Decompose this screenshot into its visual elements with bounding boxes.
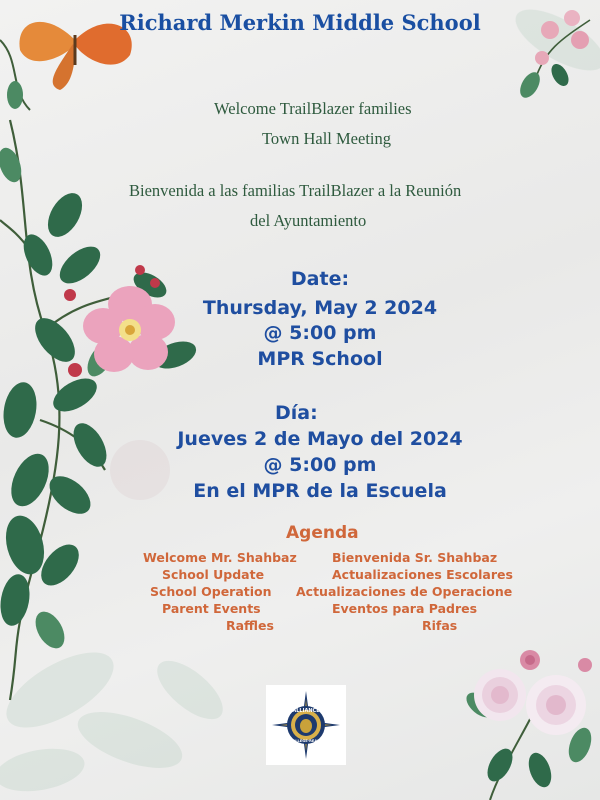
- agenda-item-es: Actualizaciones de Operacione: [296, 584, 513, 599]
- event-es-time: @ 5:00 pm: [263, 454, 377, 476]
- logo-text-top: ALLIANCE: [292, 708, 320, 714]
- event-es-location: En el MPR de la Escuela: [193, 480, 447, 502]
- agenda-title: Agenda: [286, 523, 359, 543]
- event-en-location: MPR School: [257, 348, 383, 370]
- agenda-item-es: Bienvenida Sr. Shahbaz: [332, 550, 498, 565]
- agenda-item-en: School Operation: [150, 584, 272, 599]
- event-en-time: @ 5:00 pm: [263, 322, 377, 344]
- school-name: Richard Merkin Middle School: [119, 10, 481, 35]
- agenda-item-es: Actualizaciones Escolares: [332, 567, 513, 582]
- agenda-item-en: Welcome Mr. Shahbaz: [143, 550, 297, 565]
- event-en-date: Thursday, May 2 2024: [202, 297, 438, 319]
- agenda-item-es: Rifas: [422, 618, 458, 633]
- agenda-item-en: Parent Events: [162, 601, 261, 616]
- event-es-date: Jueves 2 de Mayo del 2024: [177, 428, 463, 450]
- alliance-logo: [266, 685, 346, 765]
- welcome-spanish-line-2: del Ayuntamiento: [250, 211, 367, 230]
- event-en-label: Date:: [290, 268, 350, 290]
- bottom-right-roses: [462, 650, 596, 800]
- agenda-item-es: Eventos para Padres: [332, 601, 478, 616]
- agenda-item-en: Raffles: [226, 618, 274, 633]
- logo-text-bottom: COLLEGE-READY: [289, 739, 323, 743]
- compass-logo-icon: [266, 685, 346, 765]
- event-es-label: Día:: [275, 402, 318, 424]
- welcome-english-line-1: Welcome TrailBlazer families: [214, 99, 412, 118]
- welcome-spanish-line-1: Bienvenida a las familias TrailBlazer a la Reunión: [129, 181, 462, 200]
- welcome-english-line-2: Town Hall Meeting: [262, 129, 391, 148]
- agenda-item-en: School Update: [162, 567, 265, 582]
